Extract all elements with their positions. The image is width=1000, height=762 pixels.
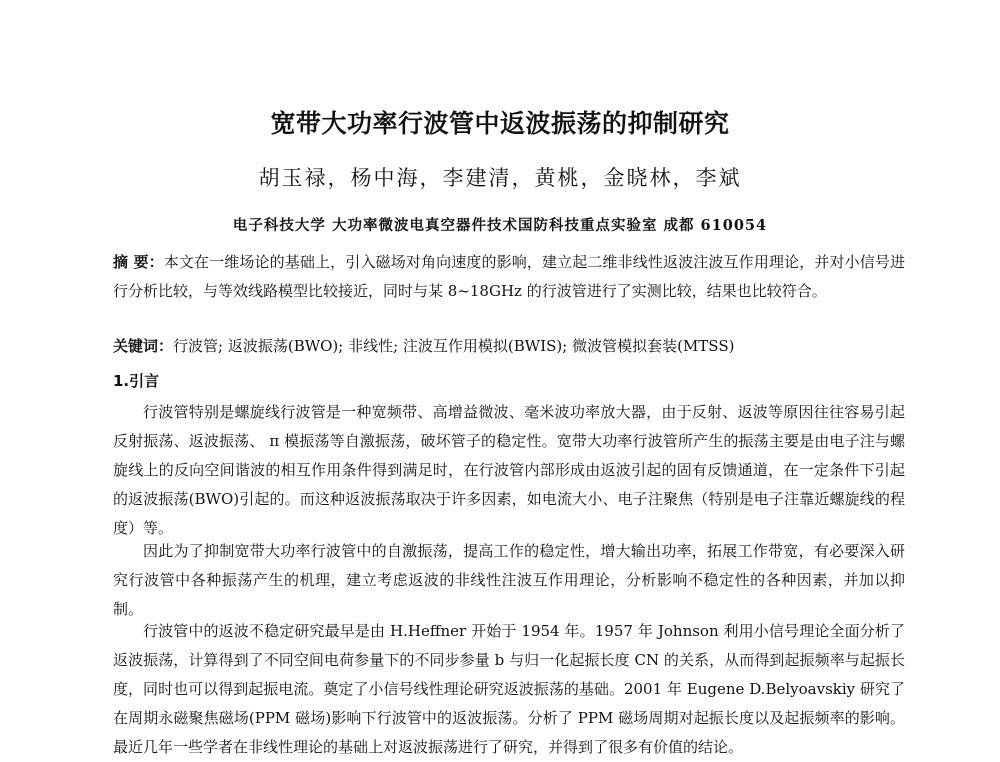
abstract-label: 摘 要：	[113, 253, 164, 271]
section-heading-introduction: 1.引言	[113, 372, 160, 390]
keywords-block	[113, 332, 905, 361]
intro-paragraph-3: 行波管中的返波不稳定研究最早是由 H.Heffner 开始于 1954 年。1957 年 Johnson 利用小信号理论全面分析了返波振荡，计算得到了不同空间电荷参量下的不同步参量 b 与归一化起振长度 CN 的关系，从而得到起振频率与起振长度，同时也可以得到起振电流。奠定了小信号线性理论研究返波振荡的基础。2001 年 Eugene D.Belyoavskiy 研究了在周期永磁聚焦磁场(PPM 磁场)影响下行波管中的返波振荡。分析了 PPM 磁场周期对起振长度以及起振频率的影响。最近几年一些学者在非线性理论的基础上对返波振荡进行了研究，并得到了很多有价值的结论。	[113, 622, 905, 756]
author-list: 胡玉禄，杨中海，李建清，黄桃，金晓林，李斌	[258, 166, 742, 190]
affiliation: 电子科技大学 大功率微波电真空器件技术国防科技重点实验室 成都 610054	[232, 217, 768, 234]
abstract-block	[113, 248, 905, 306]
abstract-text: 本文在一维场论的基础上，引入磁场对角向速度的影响，建立起二维非线性返波注波互作用理论，并对小信号进行分析比较，与等效线路模型比较接近，同时与某 8~18GHz 的行波管进行了实测比较，结果也比较符合。	[113, 253, 905, 300]
keywords-label: 关键词：	[113, 337, 174, 355]
intro-paragraph-2: 因此为了抑制宽带大功率行波管中的自激振荡，提高工作的稳定性，增大输出功率，拓展工作带宽，有必要深入研究行波管中各种振荡产生的机理，建立考虑返波的非线性注波互作用理论，分析影响不稳定性的各种因素，并加以抑制。	[113, 542, 905, 618]
keywords-text: 行波管; 返波振荡(BWO); 非线性; 注波互作用模拟(BWIS); 微波管模拟套装(MTSS)	[173, 337, 735, 355]
intro-paragraph-1: 行波管特别是螺旋线行波管是一种宽频带、高增益微波、毫米波功率放大器，由于反射、返波等原因往往容易引起反射振荡、返波振荡、 π 模振荡等自激振荡，破坏管子的稳定性。宽带大功率行波管所产生的振荡主要是由电子注与螺旋线上的反向空间谐波的相互作用条件得到满足时，在行波管内部形成由返波引起的固有反馈通道，在一定条件下引起的返波振荡(BWO)引起的。而这种返波振荡取决于许多因素，如电流大小、电子注聚焦（特别是电子注靠近螺旋线的程度）等。	[113, 403, 905, 537]
paper-title: 宽带大功率行波管中返波振荡的抑制研究	[270, 109, 730, 138]
